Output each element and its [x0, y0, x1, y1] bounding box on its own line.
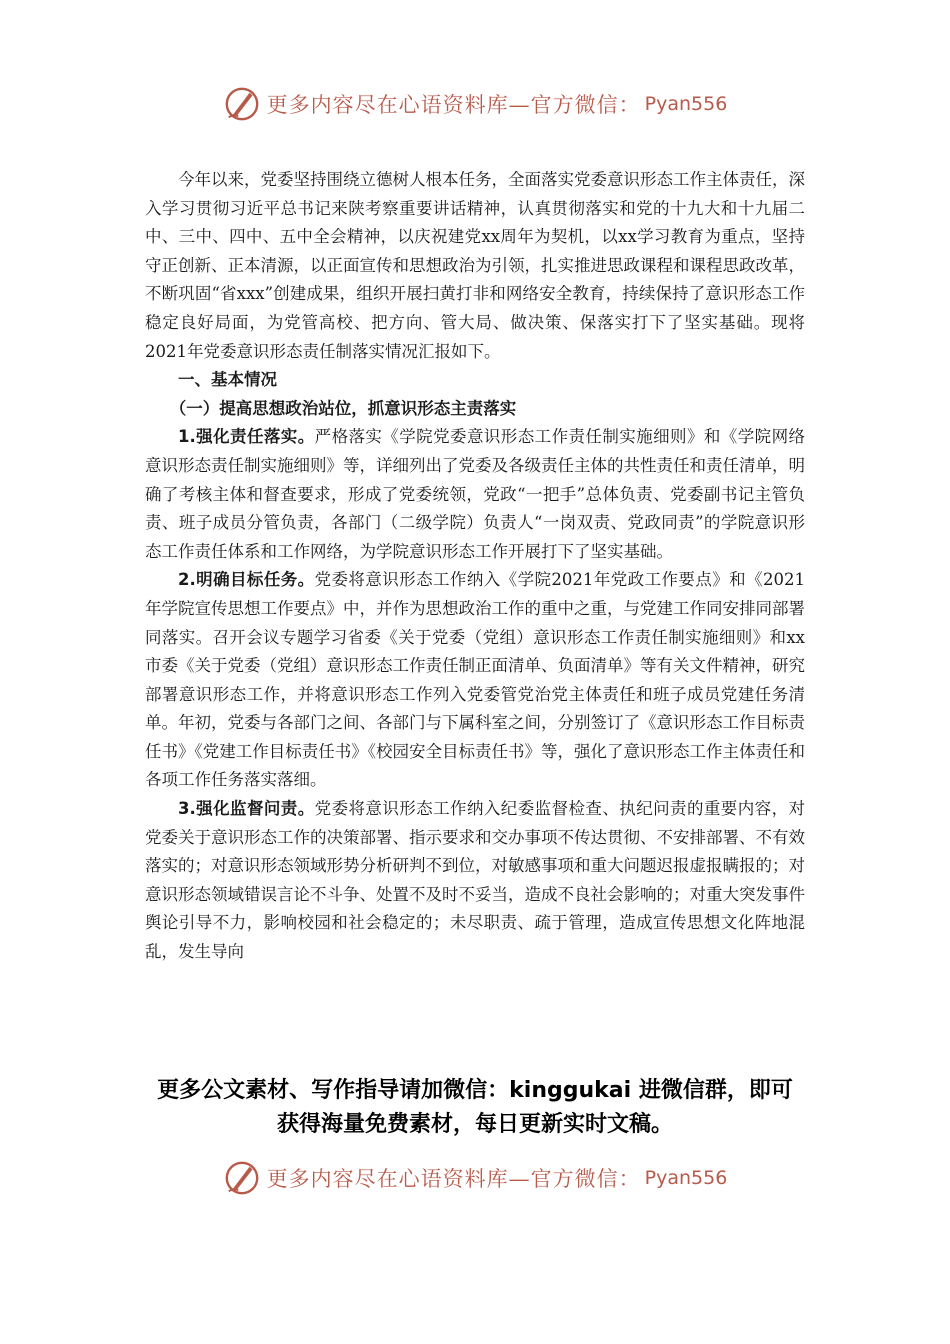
- quill-logo-icon: [223, 85, 261, 123]
- header-banner: [0, 84, 950, 124]
- promo-line-2: 获得海量免费素材，每日更新实时文稿。: [276, 1112, 673, 1137]
- promo-line-1: 更多公文素材、写作指导请加微信：kinggukai 进微信群，即可: [157, 1078, 793, 1103]
- point-1-text: 严格落实《学院党委意识形态工作责任制实施细则》和《学院网络意识形态责任制实施细则》等，详细列出了党委及各级责任主体的共性责任和责任清单，明确了考核主体和督查要求，形成了党委统领，党政“一把手”总体负责、党委副书记主管负责、班子成员分管负责，各部门（二级学院）负责人“一岗双责、党政同责”的学院意识形态工作责任体系和工作网络，为学院意识形态工作开展打下了坚实基础。: [145, 427, 806, 561]
- footer-banner: [0, 1158, 950, 1198]
- point-3-text: 党委将意识形态工作纳入纪委监督检查、执纪问责的重要内容，对党委关于意识形态工作的决策部署、指示要求和交办事项不传达贯彻、不安排部署、不有效落实的；对意识形态领域形势分析研判不到位，对敏感事项和重大问题迟报虚报瞒报的；对意识形态领域错误言论不斗争、处置不及时不妥当，造成不良社会影响的；对重大突发事件舆论引导不力，影响校园和社会稳定的；未尽职责、疏于管理，造成宣传思想文化阵地混乱，发生导向: [145, 799, 806, 962]
- section-heading: 一、基本情况: [178, 370, 277, 390]
- subsection-heading: （一）提高思想政治站位，抓意识形态主责落实: [169, 398, 517, 418]
- point-paragraph-3: [145, 795, 805, 967]
- footer-banner-text: 更多内容尽在心语资料库—官方微信：: [266, 1167, 641, 1191]
- point-1-lead: 1.强化责任落实。: [178, 427, 315, 447]
- header-banner-text: 更多内容尽在心语资料库—官方微信：: [266, 93, 641, 117]
- footer-wechat-id: Pyan556: [644, 1167, 728, 1189]
- header-wechat-id: Pyan556: [644, 93, 728, 115]
- document-body: [145, 166, 805, 967]
- promo-notice: [130, 1074, 820, 1142]
- point-2-lead: 2.明确目标任务。: [178, 570, 315, 590]
- point-3-lead: 3.强化监督问责。: [178, 799, 315, 819]
- quill-logo-icon: [223, 1159, 261, 1197]
- point-2-text: 党委将意识形态工作纳入《学院2021年党政工作要点》和《2021年学院宣传思想工作要点》中，并作为思想政治工作的重中之重，与党建工作同安排同部署同落实。召开会议专题学习省委《关于党委（党组）意识形态工作责任制实施细则》和xx市委《关于党委（党组）意识形态工作责任制正面清单、负面清单》等有关文件精神，研究部署意识形态工作，并将意识形态工作列入党委管党治党主体责任和班子成员党建任务清单。年初，党委与各部门之间、各部门与下属科室之间，分别签订了《意识形态工作目标责任书》《党建工作目标责任书》《校园安全目标责任书》等，强化了意识形态工作主体责任和各项工作任务落实落细。: [145, 570, 806, 790]
- intro-paragraph: 今年以来，党委坚持围绕立德树人根本任务，全面落实党委意识形态工作主体责任，深入学习贯彻习近平总书记来陕考察重要讲话精神，认真贯彻落实和党的十九大和十九届二中、三中、四中、五中全会精神，以庆祝建党xx周年为契机，以xx学习教育为重点，坚持守正创新、正本清源，以正面宣传和思想政治为引领，扎实推进思政课程和课程思政改革，不断巩固“省xxx”创建成果，组织开展扫黄打非和网络安全教育，持续保持了意识形态工作稳定良好局面，为党管高校、把方向、管大局、做决策、保落实打下了坚实基础。现将2021年党委意识形态责任制落实情况汇报如下。: [145, 170, 805, 361]
- point-paragraph-1: [145, 423, 805, 566]
- point-paragraph-2: [145, 566, 805, 795]
